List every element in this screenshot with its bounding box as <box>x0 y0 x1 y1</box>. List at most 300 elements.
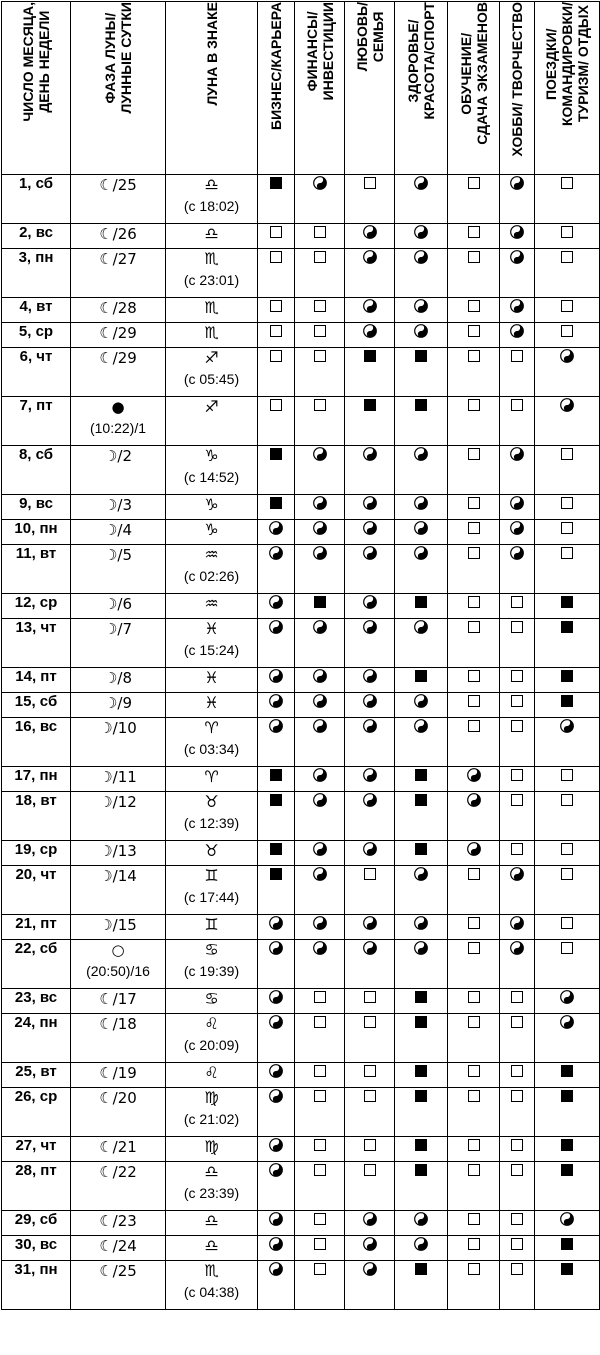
empty-square-icon <box>468 1139 480 1151</box>
rating-cell-hobby <box>500 668 535 693</box>
rating-cell-health <box>395 594 448 619</box>
header-label: ПОЕЗДКИ/ КОМАНДИРОВКИ/ ТУРИЗМ/ ОТДЫХ <box>543 2 591 127</box>
sign-change-time: (с 19:39) <box>183 963 240 979</box>
rating-cell-business <box>258 866 295 915</box>
empty-square-icon <box>468 720 480 732</box>
rating-cell-finance <box>295 1261 345 1310</box>
empty-square-icon <box>561 547 573 559</box>
rating-cell-love <box>345 520 395 545</box>
table-row <box>2 718 600 767</box>
moon-phase-cell <box>71 298 166 323</box>
table-row <box>2 348 600 397</box>
rating-cell-travel <box>535 841 600 866</box>
moon-phase-label: ☽/5 <box>103 546 133 564</box>
rating-cell-love <box>345 1211 395 1236</box>
zodiac-sign-cell <box>166 940 258 989</box>
yin-yang-icon <box>560 398 574 412</box>
empty-square-icon <box>314 350 326 362</box>
table-row <box>2 224 600 249</box>
rating-cell-study <box>448 1063 500 1088</box>
zodiac-sign-icon: ♐︎ <box>204 397 219 416</box>
rating-cell-health <box>395 1261 448 1310</box>
rating-cell-health <box>395 792 448 841</box>
empty-square-icon <box>314 1016 326 1028</box>
moon-phase-label: ☽/4 <box>103 521 133 539</box>
yin-yang-icon <box>510 941 524 955</box>
table-row <box>2 1261 600 1310</box>
yin-yang-icon <box>269 1015 283 1029</box>
yin-yang-icon <box>363 546 377 560</box>
sign-change-time: (с 03:34) <box>183 741 240 757</box>
filled-square-icon <box>415 1164 427 1176</box>
rating-cell-travel <box>535 940 600 989</box>
header-day <box>2 2 71 175</box>
moon-phase-cell <box>71 1162 166 1211</box>
rating-cell-health <box>395 1137 448 1162</box>
rating-cell-business <box>258 175 295 224</box>
table-row <box>2 619 600 668</box>
sign-change-time: (с 12:39) <box>183 815 240 831</box>
rating-cell-love <box>345 298 395 323</box>
zodiac-sign-icon: ♒︎ <box>204 594 219 613</box>
table-row <box>2 298 600 323</box>
filled-square-icon <box>415 843 427 855</box>
empty-square-icon <box>561 177 573 189</box>
empty-square-icon <box>511 1139 523 1151</box>
rating-cell-love <box>345 249 395 298</box>
empty-square-icon <box>561 251 573 263</box>
zodiac-sign-cell <box>166 594 258 619</box>
zodiac-sign-cell <box>166 298 258 323</box>
rating-cell-travel <box>535 397 600 446</box>
rating-cell-hobby <box>500 693 535 718</box>
moon-phase-label: ☽/11 <box>99 768 137 786</box>
rating-cell-travel <box>535 1088 600 1137</box>
header-phase <box>71 2 166 175</box>
yin-yang-icon <box>414 521 428 535</box>
rating-cell-travel <box>535 323 600 348</box>
rating-cell-love <box>345 397 395 446</box>
zodiac-sign-icon: ♏︎ <box>204 1261 219 1280</box>
empty-square-icon <box>314 1164 326 1176</box>
day-cell: 7, пт <box>2 397 71 446</box>
rating-cell-health <box>395 1211 448 1236</box>
rating-cell-hobby <box>500 397 535 446</box>
rating-cell-hobby <box>500 495 535 520</box>
yin-yang-icon <box>269 595 283 609</box>
yin-yang-icon <box>363 694 377 708</box>
yin-yang-icon <box>510 916 524 930</box>
sign-change-time: (с 15:24) <box>183 642 240 658</box>
day-cell: 27, чт <box>2 1137 71 1162</box>
header-label: ФИНАНСЫ/ ИНВЕСТИЦИИ <box>303 2 336 101</box>
yin-yang-icon <box>313 842 327 856</box>
filled-square-icon <box>415 769 427 781</box>
empty-square-icon <box>468 1164 480 1176</box>
zodiac-sign-cell <box>166 1014 258 1063</box>
empty-square-icon <box>270 399 282 411</box>
rating-cell-finance <box>295 1211 345 1236</box>
yin-yang-icon <box>363 768 377 782</box>
rating-cell-health <box>395 1063 448 1088</box>
zodiac-sign-icon: ♍︎ <box>204 1137 219 1156</box>
day-cell: 28, пт <box>2 1162 71 1211</box>
rating-cell-study <box>448 397 500 446</box>
rating-cell-hobby <box>500 298 535 323</box>
header-label: ЗДОРОВЬЕ/ КРАСОТА/СПОРТ <box>405 2 437 120</box>
rating-cell-study <box>448 866 500 915</box>
rating-cell-business <box>258 1014 295 1063</box>
filled-square-icon <box>270 177 282 189</box>
rating-cell-finance <box>295 718 345 767</box>
zodiac-sign-icon: ♑︎ <box>204 520 219 539</box>
day-cell: 16, вс <box>2 718 71 767</box>
zodiac-sign-icon: ♑︎ <box>204 495 219 514</box>
zodiac-sign-icon: ♈︎ <box>204 718 219 737</box>
empty-square-icon <box>468 226 480 238</box>
filled-square-icon <box>561 1164 573 1176</box>
empty-square-icon <box>468 991 480 1003</box>
table-row <box>2 693 600 718</box>
day-cell: 10, пн <box>2 520 71 545</box>
rating-cell-study <box>448 792 500 841</box>
empty-square-icon <box>468 399 480 411</box>
empty-square-icon <box>561 226 573 238</box>
rating-cell-business <box>258 249 295 298</box>
moon-phase-cell <box>71 545 166 594</box>
table-row <box>2 1137 600 1162</box>
yin-yang-icon <box>510 546 524 560</box>
empty-square-icon <box>314 1263 326 1275</box>
rating-cell-finance <box>295 348 345 397</box>
zodiac-sign-cell <box>166 767 258 792</box>
empty-square-icon <box>511 350 523 362</box>
rating-cell-business <box>258 915 295 940</box>
day-cell: 14, пт <box>2 668 71 693</box>
moon-phase-label: ☾/26 <box>99 225 137 243</box>
rating-cell-love <box>345 1137 395 1162</box>
yin-yang-icon <box>313 768 327 782</box>
rating-cell-hobby <box>500 1211 535 1236</box>
yin-yang-icon <box>510 225 524 239</box>
moon-phase-cell <box>71 767 166 792</box>
yin-yang-icon <box>467 768 481 782</box>
zodiac-sign-icon: ♓︎ <box>204 619 219 638</box>
rating-cell-study <box>448 718 500 767</box>
empty-square-icon <box>511 1090 523 1102</box>
moon-phase-cell <box>71 1137 166 1162</box>
header-label: ХОББИ/ ТВОРЧЕСТВО <box>509 2 525 157</box>
rating-cell-hobby <box>500 1014 535 1063</box>
table-row <box>2 1211 600 1236</box>
rating-cell-love <box>345 866 395 915</box>
zodiac-sign-icon: ♎︎ <box>204 224 219 243</box>
filled-square-icon <box>561 1139 573 1151</box>
zodiac-sign-cell <box>166 866 258 915</box>
empty-square-icon <box>468 177 480 189</box>
header-health <box>395 2 448 175</box>
empty-square-icon <box>314 1213 326 1225</box>
moon-phase-cell <box>71 1088 166 1137</box>
rating-cell-business <box>258 545 295 594</box>
moon-phase-label: ☾/22 <box>99 1163 137 1181</box>
yin-yang-icon <box>414 1212 428 1226</box>
yin-yang-icon <box>414 250 428 264</box>
rating-cell-travel <box>535 175 600 224</box>
empty-square-icon <box>468 300 480 312</box>
filled-square-icon <box>364 350 376 362</box>
moon-phase-cell <box>71 1236 166 1261</box>
empty-square-icon <box>468 695 480 707</box>
zodiac-sign-icon: ♈︎ <box>204 767 219 786</box>
rating-cell-love <box>345 175 395 224</box>
filled-square-icon <box>561 621 573 633</box>
zodiac-sign-cell <box>166 1088 258 1137</box>
rating-cell-love <box>345 668 395 693</box>
rating-cell-travel <box>535 495 600 520</box>
rating-cell-business <box>258 594 295 619</box>
empty-square-icon <box>468 1090 480 1102</box>
yin-yang-icon <box>467 842 481 856</box>
rating-cell-health <box>395 348 448 397</box>
zodiac-sign-icon: ♉︎ <box>204 792 219 811</box>
rating-cell-finance <box>295 866 345 915</box>
empty-square-icon <box>364 1090 376 1102</box>
day-cell: 5, ср <box>2 323 71 348</box>
filled-square-icon <box>415 350 427 362</box>
empty-square-icon <box>314 1065 326 1077</box>
moon-phase-label: ☾/27 <box>99 250 137 268</box>
moon-phase-cell <box>71 520 166 545</box>
sign-change-time: (с 23:39) <box>183 1185 240 1201</box>
yin-yang-icon <box>313 496 327 510</box>
empty-square-icon <box>314 325 326 337</box>
empty-square-icon <box>561 448 573 460</box>
rating-cell-finance <box>295 249 345 298</box>
empty-square-icon <box>468 497 480 509</box>
zodiac-sign-cell <box>166 323 258 348</box>
rating-cell-study <box>448 224 500 249</box>
moon-phase-label: ☽/3 <box>103 496 133 514</box>
rating-cell-travel <box>535 249 600 298</box>
empty-square-icon <box>270 325 282 337</box>
filled-square-icon <box>415 794 427 806</box>
rating-cell-love <box>345 545 395 594</box>
rating-cell-health <box>395 915 448 940</box>
rating-cell-hobby <box>500 1137 535 1162</box>
yin-yang-icon <box>313 546 327 560</box>
yin-yang-icon <box>313 620 327 634</box>
yin-yang-icon <box>510 250 524 264</box>
yin-yang-icon <box>510 447 524 461</box>
empty-square-icon <box>561 497 573 509</box>
empty-square-icon <box>511 1238 523 1250</box>
moon-phase-cell <box>71 792 166 841</box>
rating-cell-business <box>258 718 295 767</box>
empty-square-icon <box>511 399 523 411</box>
table-row <box>2 841 600 866</box>
filled-square-icon <box>415 1016 427 1028</box>
sign-change-time: (с 04:38) <box>183 1284 240 1300</box>
empty-square-icon <box>468 547 480 559</box>
rating-cell-love <box>345 718 395 767</box>
yin-yang-icon <box>313 176 327 190</box>
empty-square-icon <box>511 991 523 1003</box>
rating-cell-hobby <box>500 940 535 989</box>
header-label: ЛУНА В ЗНАКЕ <box>203 2 220 106</box>
rating-cell-business <box>258 520 295 545</box>
filled-square-icon <box>270 794 282 806</box>
empty-square-icon <box>468 251 480 263</box>
rating-cell-health <box>395 693 448 718</box>
rating-cell-love <box>345 224 395 249</box>
zodiac-sign-icon: ♌︎ <box>204 1063 219 1082</box>
rating-cell-business <box>258 841 295 866</box>
zodiac-sign-cell <box>166 1137 258 1162</box>
rating-cell-study <box>448 989 500 1014</box>
yin-yang-icon <box>363 447 377 461</box>
header-finance <box>295 2 345 175</box>
rating-cell-finance <box>295 915 345 940</box>
day-cell: 17, пн <box>2 767 71 792</box>
rating-cell-study <box>448 1137 500 1162</box>
rating-cell-hobby <box>500 989 535 1014</box>
zodiac-sign-icon: ♐︎ <box>204 348 219 367</box>
moon-phase-cell <box>71 915 166 940</box>
moon-phase-label: ☾/21 <box>99 1138 137 1156</box>
rating-cell-finance <box>295 989 345 1014</box>
empty-square-icon <box>468 1065 480 1077</box>
yin-yang-icon <box>313 669 327 683</box>
day-cell: 12, ср <box>2 594 71 619</box>
rating-cell-business <box>258 397 295 446</box>
zodiac-sign-icon: ♋︎ <box>204 940 219 959</box>
yin-yang-icon <box>363 669 377 683</box>
zodiac-sign-icon: ♊︎ <box>204 866 219 885</box>
yin-yang-icon <box>363 1212 377 1226</box>
moon-phase-label: ☾/28 <box>99 299 137 317</box>
table-row <box>2 1063 600 1088</box>
filled-square-icon <box>561 1263 573 1275</box>
rating-cell-study <box>448 298 500 323</box>
filled-square-icon <box>415 399 427 411</box>
zodiac-sign-cell <box>166 841 258 866</box>
empty-square-icon <box>511 1263 523 1275</box>
yin-yang-icon <box>269 694 283 708</box>
zodiac-sign-icon: ♋︎ <box>204 989 219 1008</box>
zodiac-sign-cell <box>166 545 258 594</box>
header-label: ОБУЧЕНИЕ/ СДАЧА ЭКЗАМЕНОВ <box>457 2 490 145</box>
moon-phase-label: ☽/14 <box>99 867 137 885</box>
header-row <box>2 2 600 175</box>
rating-cell-business <box>258 224 295 249</box>
zodiac-sign-cell <box>166 495 258 520</box>
rating-cell-study <box>448 619 500 668</box>
rating-cell-study <box>448 545 500 594</box>
empty-square-icon <box>561 868 573 880</box>
moon-phase-cell <box>71 397 166 446</box>
day-cell: 6, чт <box>2 348 71 397</box>
rating-cell-hobby <box>500 249 535 298</box>
rating-cell-business <box>258 693 295 718</box>
yin-yang-icon <box>363 225 377 239</box>
rating-cell-hobby <box>500 545 535 594</box>
empty-square-icon <box>270 350 282 362</box>
empty-square-icon <box>314 1090 326 1102</box>
rating-cell-study <box>448 668 500 693</box>
rating-cell-business <box>258 495 295 520</box>
rating-cell-health <box>395 619 448 668</box>
rating-cell-finance <box>295 520 345 545</box>
table-row <box>2 594 600 619</box>
filled-square-icon <box>270 497 282 509</box>
empty-square-icon <box>561 794 573 806</box>
filled-square-icon <box>415 1065 427 1077</box>
empty-square-icon <box>511 843 523 855</box>
zodiac-sign-cell <box>166 1236 258 1261</box>
table-row <box>2 767 600 792</box>
rating-cell-health <box>395 323 448 348</box>
moon-phase-cell <box>71 841 166 866</box>
yin-yang-icon <box>269 620 283 634</box>
rating-cell-finance <box>295 1137 345 1162</box>
yin-yang-icon <box>363 1262 377 1276</box>
moon-phase-cell <box>71 1063 166 1088</box>
empty-square-icon <box>364 1016 376 1028</box>
rating-cell-finance <box>295 495 345 520</box>
zodiac-sign-icon: ♏︎ <box>204 298 219 317</box>
filled-square-icon <box>415 1090 427 1102</box>
rating-cell-travel <box>535 1236 600 1261</box>
yin-yang-icon <box>313 793 327 807</box>
empty-square-icon <box>364 1164 376 1176</box>
day-cell: 26, ср <box>2 1088 71 1137</box>
rating-cell-travel <box>535 792 600 841</box>
rating-cell-hobby <box>500 1088 535 1137</box>
yin-yang-icon <box>560 719 574 733</box>
zodiac-sign-icon: ♍︎ <box>204 1088 219 1107</box>
day-cell: 9, вс <box>2 495 71 520</box>
zodiac-sign-cell <box>166 619 258 668</box>
rating-cell-health <box>395 520 448 545</box>
rating-cell-finance <box>295 298 345 323</box>
rating-cell-study <box>448 1162 500 1211</box>
header-love <box>345 2 395 175</box>
empty-square-icon <box>511 596 523 608</box>
empty-square-icon <box>511 695 523 707</box>
empty-square-icon <box>314 226 326 238</box>
rating-cell-finance <box>295 619 345 668</box>
rating-cell-love <box>345 594 395 619</box>
header-travel <box>535 2 600 175</box>
table-row <box>2 940 600 989</box>
rating-cell-finance <box>295 767 345 792</box>
empty-square-icon <box>511 1065 523 1077</box>
rating-cell-love <box>345 323 395 348</box>
empty-square-icon <box>468 868 480 880</box>
rating-cell-health <box>395 397 448 446</box>
rating-cell-study <box>448 841 500 866</box>
moon-phase-cell <box>71 693 166 718</box>
rating-cell-hobby <box>500 446 535 495</box>
rating-cell-health <box>395 866 448 915</box>
day-cell: 13, чт <box>2 619 71 668</box>
header-study <box>448 2 500 175</box>
rating-cell-hobby <box>500 1236 535 1261</box>
rating-cell-travel <box>535 348 600 397</box>
filled-square-icon <box>561 670 573 682</box>
sign-change-time: (с 02:26) <box>183 568 240 584</box>
